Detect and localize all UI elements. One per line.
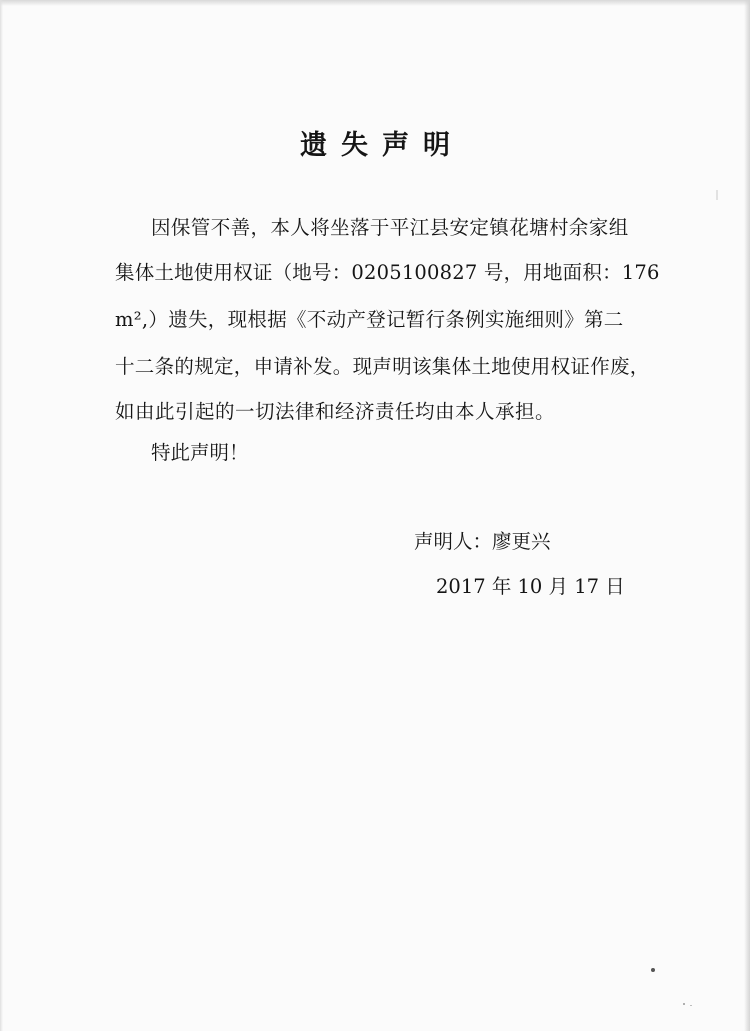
closing-statement: 特此声明！ xyxy=(151,441,249,464)
signature-date: 2017 年 10 月 17 日 xyxy=(436,575,625,598)
scan-mark xyxy=(716,190,718,200)
scan-edge-top xyxy=(0,0,750,6)
document-title: 遗失声明 xyxy=(300,130,464,161)
body-line-2: 集体土地使用权证（地号：0205100827 号，用地面积：176 xyxy=(115,261,660,284)
scan-speck xyxy=(651,968,655,972)
body-line-4: 十二条的规定，申请补发。现声明该集体土地使用权证作废， xyxy=(115,355,650,378)
body-line-3: m²,）遗失，现根据《不动产登记暂行条例实施细则》第二 xyxy=(115,308,624,331)
scan-speck xyxy=(683,1003,685,1005)
scan-speck xyxy=(690,1005,692,1006)
body-line-5: 如由此引起的一切法律和经济责任均由本人承担。 xyxy=(115,400,556,423)
body-line-1: 因保管不善，本人将坐落于平江县安定镇花塘村余家组 xyxy=(151,216,629,239)
signer-name: 声明人：廖更兴 xyxy=(414,530,551,553)
